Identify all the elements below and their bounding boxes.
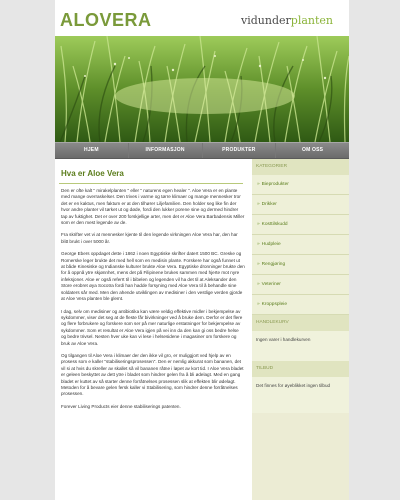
site-header — [55, 0, 349, 36]
page — [55, 0, 349, 500]
tagline-part-a: vidunder — [241, 14, 291, 27]
nav-home[interactable]: HJEM — [55, 143, 129, 158]
category-label: Veteriner — [261, 282, 281, 287]
bullet-icon: » — [257, 302, 260, 307]
sidebar — [252, 159, 349, 500]
category-item-rengjoring[interactable] — [252, 255, 349, 275]
category-item-hudpleie[interactable] — [252, 235, 349, 255]
category-item-drikker[interactable] — [252, 195, 349, 215]
category-label: Kosttilskudd — [261, 222, 288, 227]
paragraph-6: Forever Living Products eier denne stabiliserings patenten. — [61, 403, 181, 409]
bullet-icon: » — [257, 222, 260, 227]
bullet-icon: » — [257, 182, 260, 187]
bullet-icon: » — [257, 262, 260, 267]
main-content — [55, 159, 251, 500]
category-item-kosttilskudd[interactable] — [252, 215, 349, 235]
category-label: Hudpleie — [261, 242, 281, 247]
site-logo[interactable]: ALOVERA — [60, 10, 152, 30]
offers-heading: TILBUD — [252, 361, 349, 377]
page-title: Hva er Aloe Vera — [61, 169, 124, 178]
paragraph-2: Fra skrifter vet vi at mennesker kjente til den legende virkningen Aloe Vera har, den har blitt brukt i over 5000 år. — [61, 232, 238, 244]
category-label: Drikker — [261, 202, 277, 207]
nav-information[interactable]: INFORMASJON — [129, 143, 203, 158]
paragraph-3: George Ebers oppdaget dette i 1862 i noen Egyptiske skrifter datert 1500 BC. Greske og Romerske leger brukte det med hell som en medisin plante. Forskere har også funnet ut at både Kinesiske og Indianske kulturer brukte Aloe Vera. Egyptiske dronninger brukte den for å oppnå ytre skjønnhet, mens det på Filipinene brukes sammen med hjerte mot nyre infeksjoner. Aloe er også referrt til i bibelen og legenden vil ha det til at Aleksander den Store erobret øya Socotra fordi han hadde forsyning med Aloe Vera til å behandle sine soldaters sår med. Men den ahende utviklingen av medisiner i den vestlige verden gjorde at Aloe Vera planten ble glemt. — [61, 251, 245, 302]
categories-heading: KATEGORIER — [252, 159, 349, 175]
title-divider — [59, 183, 243, 184]
cart-status-text: Ingen varer i handlekurven — [252, 331, 349, 361]
paragraph-5: Og tilgangen til Aloe Vera i klimaer der den ikke vil gro, er muliggjort ved hjelp av en prosess som e kaller "stabiliseringsprosessen". Den er nemlig akkurat som bananen, det vil si at hvis du skreller av skallet så vil bananen råtne i løpet av kort tid. I Aloe Vera bladet er geleen beskyttet av dett ytre i bladet som hindrer gelen fra å bli ødelagt. Med en gang bladet er kuttet av så starter denne forråtnelses prosessen slik at effekten blir ødelagt. Metoden for å bevare gelen fersk kaller vi Stabilisering, som hindrer denne forråtnelses prosessen. — [61, 352, 244, 397]
tagline-part-b: planten — [290, 14, 333, 27]
bullet-icon: » — [257, 202, 260, 207]
bullet-icon: » — [257, 282, 260, 287]
category-item-veteriner[interactable] — [252, 275, 349, 295]
grass-banner-illustration — [55, 36, 349, 142]
main-navigation — [55, 142, 349, 159]
category-label: Kroppspleie — [261, 302, 288, 307]
category-item-kroppspleie[interactable] — [252, 295, 349, 315]
nav-about-us[interactable]: OM OSS — [302, 147, 324, 153]
cart-heading: HANDLEKURV — [252, 315, 349, 331]
bullet-icon: » — [257, 242, 260, 247]
category-label: Bieprodukter — [261, 182, 289, 187]
category-item-bieprodukter[interactable] — [252, 175, 349, 195]
site-tagline-logo[interactable] — [241, 14, 333, 27]
nav-products[interactable]: PRODUKTER — [203, 143, 277, 158]
banner-image — [55, 36, 349, 142]
offers-status-text: Det finnes for øyeblikket ingen tilbud — [252, 377, 349, 413]
category-label: Rengjøring — [261, 262, 286, 267]
paragraph-1: Den er ofte kalt " mirakelplanten " eller " naturens egen healer ". Aloe Vera er en plante med mange overraskelser. Den trives i varme og tørre klimaer og mange mennesker tror det er en kaktus, men faktum er at den tilhører Liljefamilien. Den holder seg like fin der hvor andre planter vil tørket ut og døde, fordi den lukker porene sine og dermed hindrer tap av fuktighet. Det er over 200 forskjellige arter, men det er Aloe Vera Barbadensis Miller som er den mest legende av de. — [61, 188, 245, 226]
paragraph-4: I dag, selv om medisiner og antibiotika kan være veldig effektive midler i bekjempelse av sykdommer, viser det seg at de fleste får bivirkninger ved å bruke dem. Derfor er det flere og flere forbrukere og forskere som ser på mer naturlige erstatninger for bekjempelse av sykdommer. Som et resultat er Aloe Vera igjen på vei inn da den kan gi oss bedre helse og bedre trivsel. Nesten hver uke kan vi lese i helsesidene i magasiner om forskere og bruk av Aloe Vera. — [61, 308, 243, 346]
